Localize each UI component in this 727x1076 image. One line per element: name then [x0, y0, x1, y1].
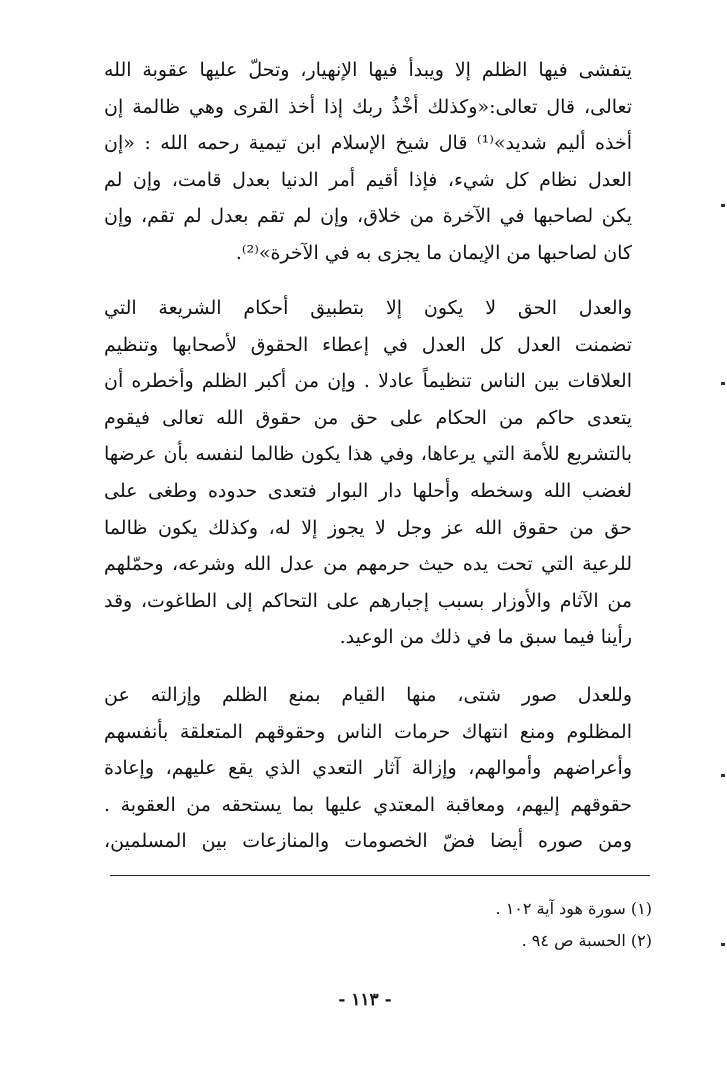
- text-line: أخذه أليم شديد»⁽¹⁾ قال شيخ الإسلام ابن تيمية رحمه الله : «إن: [104, 132, 632, 155]
- scan-edge-mark: [721, 382, 725, 385]
- text-line: العلاقات بين الناس تنظيماً عادلا . وإن من أكبر الظلم وأخطره أن: [104, 370, 632, 393]
- footnote-separator: [110, 875, 650, 876]
- text-line: والعدل الحق لا يكون إلا بتطبيق أحكام الشريعة التي: [104, 297, 632, 319]
- text-line: كان لصاحبها من الإيمان ما يجزى به في الآخرة»⁽²⁾.: [235, 241, 632, 264]
- text-line: للرعية التي تحت يده حيث حرمهم من عدل الله وشرعه، وحمّلهم: [104, 553, 632, 576]
- text-line: المظلوم ومنع انتهاك حرمات الناس وحقوقهم المتعلقة بأنفسهم: [104, 720, 632, 743]
- text-line: وأعراضهم وأموالهم، وإزالة آثار التعدي الذي يقع عليهم، وإعادة: [104, 757, 632, 780]
- paragraph-1: [104, 52, 632, 272]
- text-line: العدل نظام كل شيء، فإذا أقيم أمر الدنيا بعدل قامت، وإن لم: [104, 168, 632, 191]
- footnote-2: (٢) الحسبة ص ٩٤ .: [521, 931, 652, 950]
- text-line: يتعدى حاكم من الحكام على حق من حقوق الله تعالى فيقوم: [104, 406, 632, 429]
- text-line: حقوقهم إليهم، ومعاقبة المعتدي عليها بما يستحقه من العقوبة .: [104, 793, 632, 816]
- footnote-1: (١) سورة هود آية ١٠٢ .: [495, 899, 652, 918]
- text-line: وللعدل صور شتى، منها القيام بمنع الظلم وإزالته عن: [104, 684, 632, 706]
- scan-edge-mark: [721, 204, 725, 207]
- scan-edge-mark: [721, 774, 725, 777]
- text-line: يكن لصاحبها في الآخرة من خلاق، وإن لم تقم بعدل لم تقم، وإن: [104, 205, 632, 228]
- text-line: تعالى، قال تعالى:«وكذلك أخْذُ ربك إذا أخذ القرى وهي ظالمة إن: [104, 95, 632, 118]
- paragraph-2: [104, 290, 632, 656]
- text-line: لغضب الله وسخطه وأحلها دار البوار فتعدى حدوده وطغى على: [104, 479, 632, 502]
- scan-edge-mark: [721, 943, 725, 946]
- text-line: حق من حقوق الله عز وجل لا يجوز إلا له، وكذلك يكون ظالما: [104, 516, 632, 539]
- page-number: - ١١٣ -: [338, 990, 392, 1010]
- text-line: يتفشى فيها الظلم إلا ويبدأ فيها الإنهيار، وتحلّ عليها عقوبة الله: [104, 59, 632, 81]
- paragraph-3: [104, 677, 632, 860]
- text-line: تضمنت العدل كل العدل في إعطاء الحقوق لأصحابها وتنظيم: [104, 333, 632, 356]
- footnotes: [300, 893, 652, 957]
- text-line: رأينا فيما سبق ما في ذلك من الوعيد.: [339, 626, 632, 649]
- text-line: ومن صوره أيضا فضّ الخصومات والمنازعات بين المسلمين،: [104, 830, 632, 853]
- text-line: بالتشريع للأمة التي يرعاها، وفي هذا يكون ظالما لنفسه بأن عرضها: [104, 443, 632, 466]
- text-line: من الآثام والأوزار بسبب إجبارهم على التحاكم إلى الطاغوت، وقد: [104, 589, 632, 612]
